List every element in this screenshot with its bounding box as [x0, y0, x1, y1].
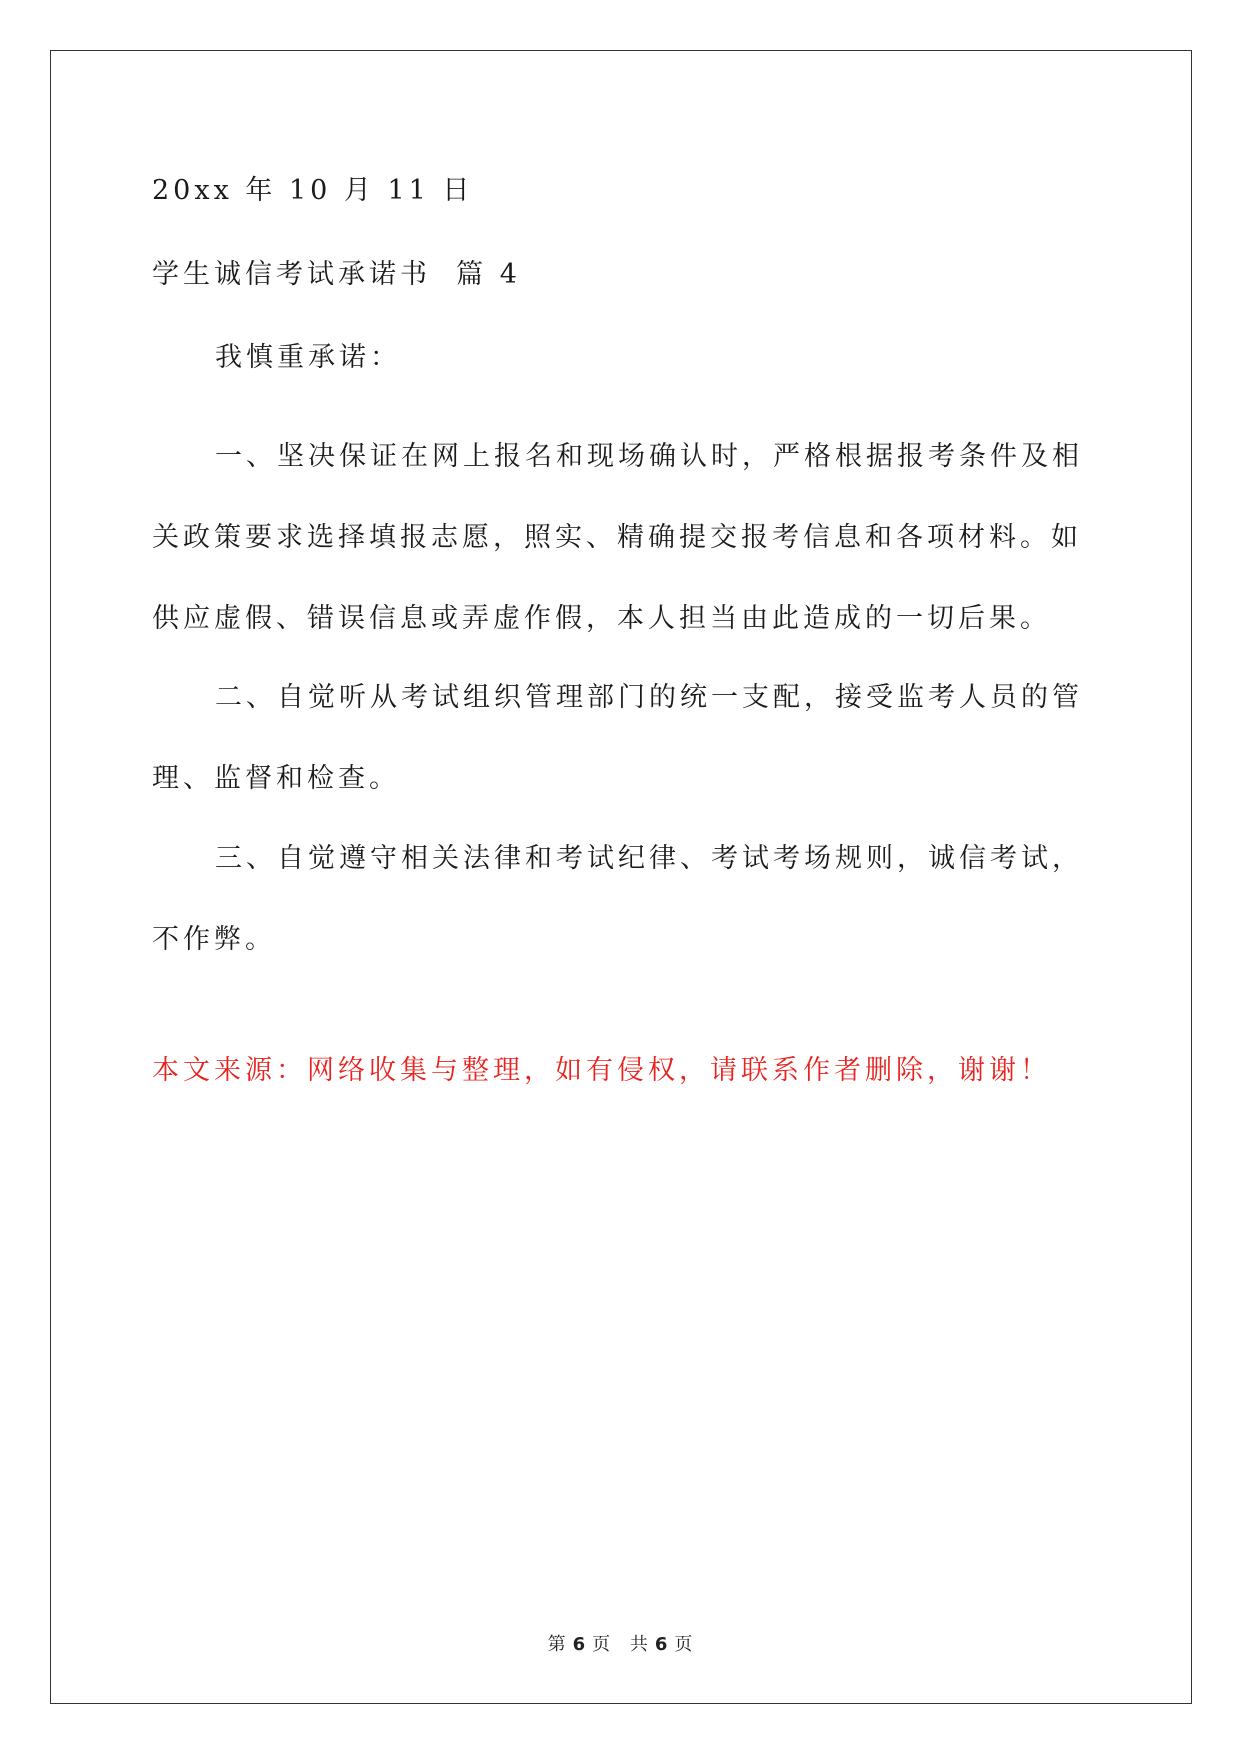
- paragraph-intro: 我慎重承诺：: [215, 342, 401, 373]
- document-date: 20xx 年 10 月 11 日: [152, 175, 474, 206]
- paragraph-item-1: 一、坚决保证在网上报名和现场确认时，严格根据报考条件及相关政策要求选择填报志愿，照实、精确提交报考信息和各项材料。如供应虚假、错误信息或弄虚作假，本人担当由此造成的一切后果。: [152, 441, 1083, 634]
- document-heading: 学生诚信考试承诺书 篇 4: [152, 259, 521, 290]
- source-note: 本文来源：网络收集与整理，如有侵权，请联系作者删除，谢谢！: [152, 1055, 1051, 1086]
- total-pages-number: 6: [654, 1634, 669, 1655]
- paragraph-item-3: 三、自觉遵守相关法律和考试纪律、考试考场规则，诚信考试，不作弊。: [152, 843, 1083, 955]
- page-number: 6: [572, 1634, 587, 1655]
- total-pages-indicator: 共 6 页: [629, 1634, 694, 1655]
- page-footer: [0, 1630, 1241, 1656]
- page-indicator: 第 6 页: [547, 1634, 612, 1655]
- paragraph-item-2: 二、自觉听从考试组织管理部门的统一支配，接受监考人员的管理、监督和检查。: [152, 682, 1083, 794]
